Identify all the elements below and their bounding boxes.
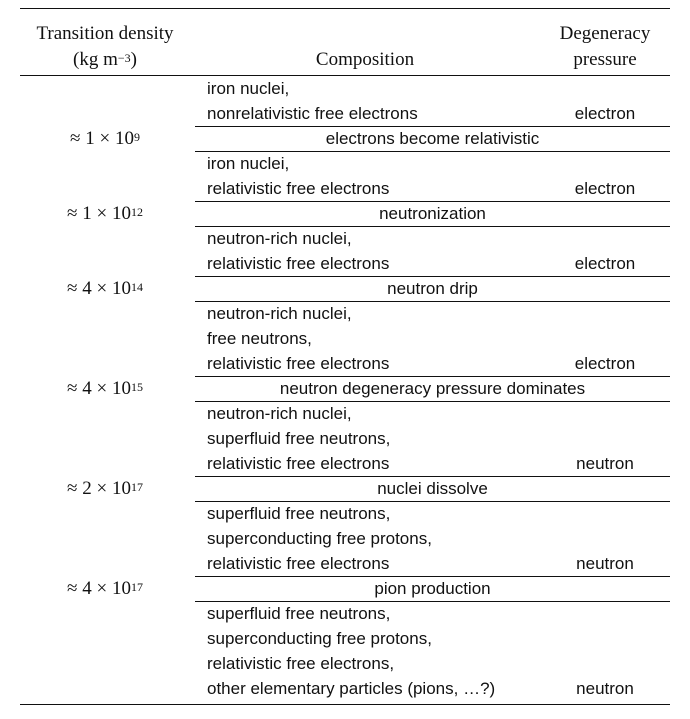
composition-line: iron nuclei,	[207, 79, 290, 98]
composition-line: relativistic free electrons	[207, 179, 390, 198]
density-exponent: 12	[130, 205, 143, 219]
transition-event: neutronization	[379, 204, 486, 223]
header-density-line2: (kg $m^{-3}$)	[73, 49, 137, 70]
composition-line: superfluid free neutrons,	[207, 604, 391, 623]
composition-line: free neutrons,	[207, 329, 312, 348]
density-mantissa: ≈ 4 × 10	[67, 278, 131, 299]
composition-line: neutron-rich nuclei,	[207, 404, 352, 423]
transition-density	[25, 577, 185, 601]
degeneracy-pressure: neutron	[576, 454, 634, 473]
transition-event: electrons become relativistic	[325, 129, 540, 148]
composition-line: iron nuclei,	[207, 154, 290, 173]
density-mantissa: ≈ 1 × 10	[70, 128, 134, 149]
density-exponent: 17	[130, 580, 143, 594]
header-pressure-line1: Degeneracy	[559, 23, 651, 44]
bottom-rule	[20, 704, 670, 705]
header-rule	[20, 75, 670, 76]
density-exponent: 14	[130, 280, 143, 294]
composition-line: relativistic free electrons	[207, 354, 390, 373]
composition-line: nonrelativistic free electrons	[207, 104, 418, 123]
header-density-line1: Transition density	[36, 23, 174, 44]
composition-line: superfluid free neutrons,	[207, 504, 391, 523]
composition-line: superconducting free protons,	[207, 629, 432, 648]
transition-event: nuclei dissolve	[377, 479, 488, 498]
composition-line: superfluid free neutrons,	[207, 429, 391, 448]
transition-density	[25, 202, 185, 226]
composition-line: other elementary particles (pions, …?)	[207, 679, 496, 698]
composition-line: superconducting free protons,	[207, 529, 432, 548]
header-pressure-line2: pressure	[573, 49, 637, 70]
density-mantissa: ≈ 2 × 10	[67, 478, 131, 499]
degeneracy-pressure: neutron	[576, 554, 634, 573]
composition-line: neutron-rich nuclei,	[207, 229, 352, 248]
transition-event: pion production	[374, 579, 491, 598]
transition-density	[25, 477, 185, 501]
degeneracy-pressure: electron	[574, 254, 636, 273]
transition-density	[25, 127, 185, 151]
density-exponent: 9	[133, 130, 140, 144]
density-mantissa: ≈ 4 × 10	[67, 378, 131, 399]
degeneracy-pressure: neutron	[576, 679, 634, 698]
composition-line: relativistic free electrons	[207, 554, 390, 573]
composition-line: relativistic free electrons	[207, 254, 390, 273]
degeneracy-pressure: electron	[574, 104, 636, 123]
composition-line: relativistic free electrons	[207, 454, 390, 473]
density-exponent: 15	[130, 380, 143, 394]
transition-event: neutron drip	[387, 279, 478, 298]
transition-density	[25, 377, 185, 401]
transition-event: neutron degeneracy pressure dominates	[279, 379, 586, 398]
composition-line: neutron-rich nuclei,	[207, 304, 352, 323]
degeneracy-pressure: electron	[574, 179, 636, 198]
top-rule	[20, 8, 670, 9]
header-composition: Composition	[315, 49, 415, 70]
composition-line: relativistic free electrons,	[207, 654, 395, 673]
transition-density	[25, 277, 185, 301]
density-mantissa: ≈ 4 × 10	[67, 578, 131, 599]
degeneracy-pressure: electron	[574, 354, 636, 373]
density-exponent: 17	[130, 480, 143, 494]
density-mantissa: ≈ 1 × 10	[67, 203, 131, 224]
